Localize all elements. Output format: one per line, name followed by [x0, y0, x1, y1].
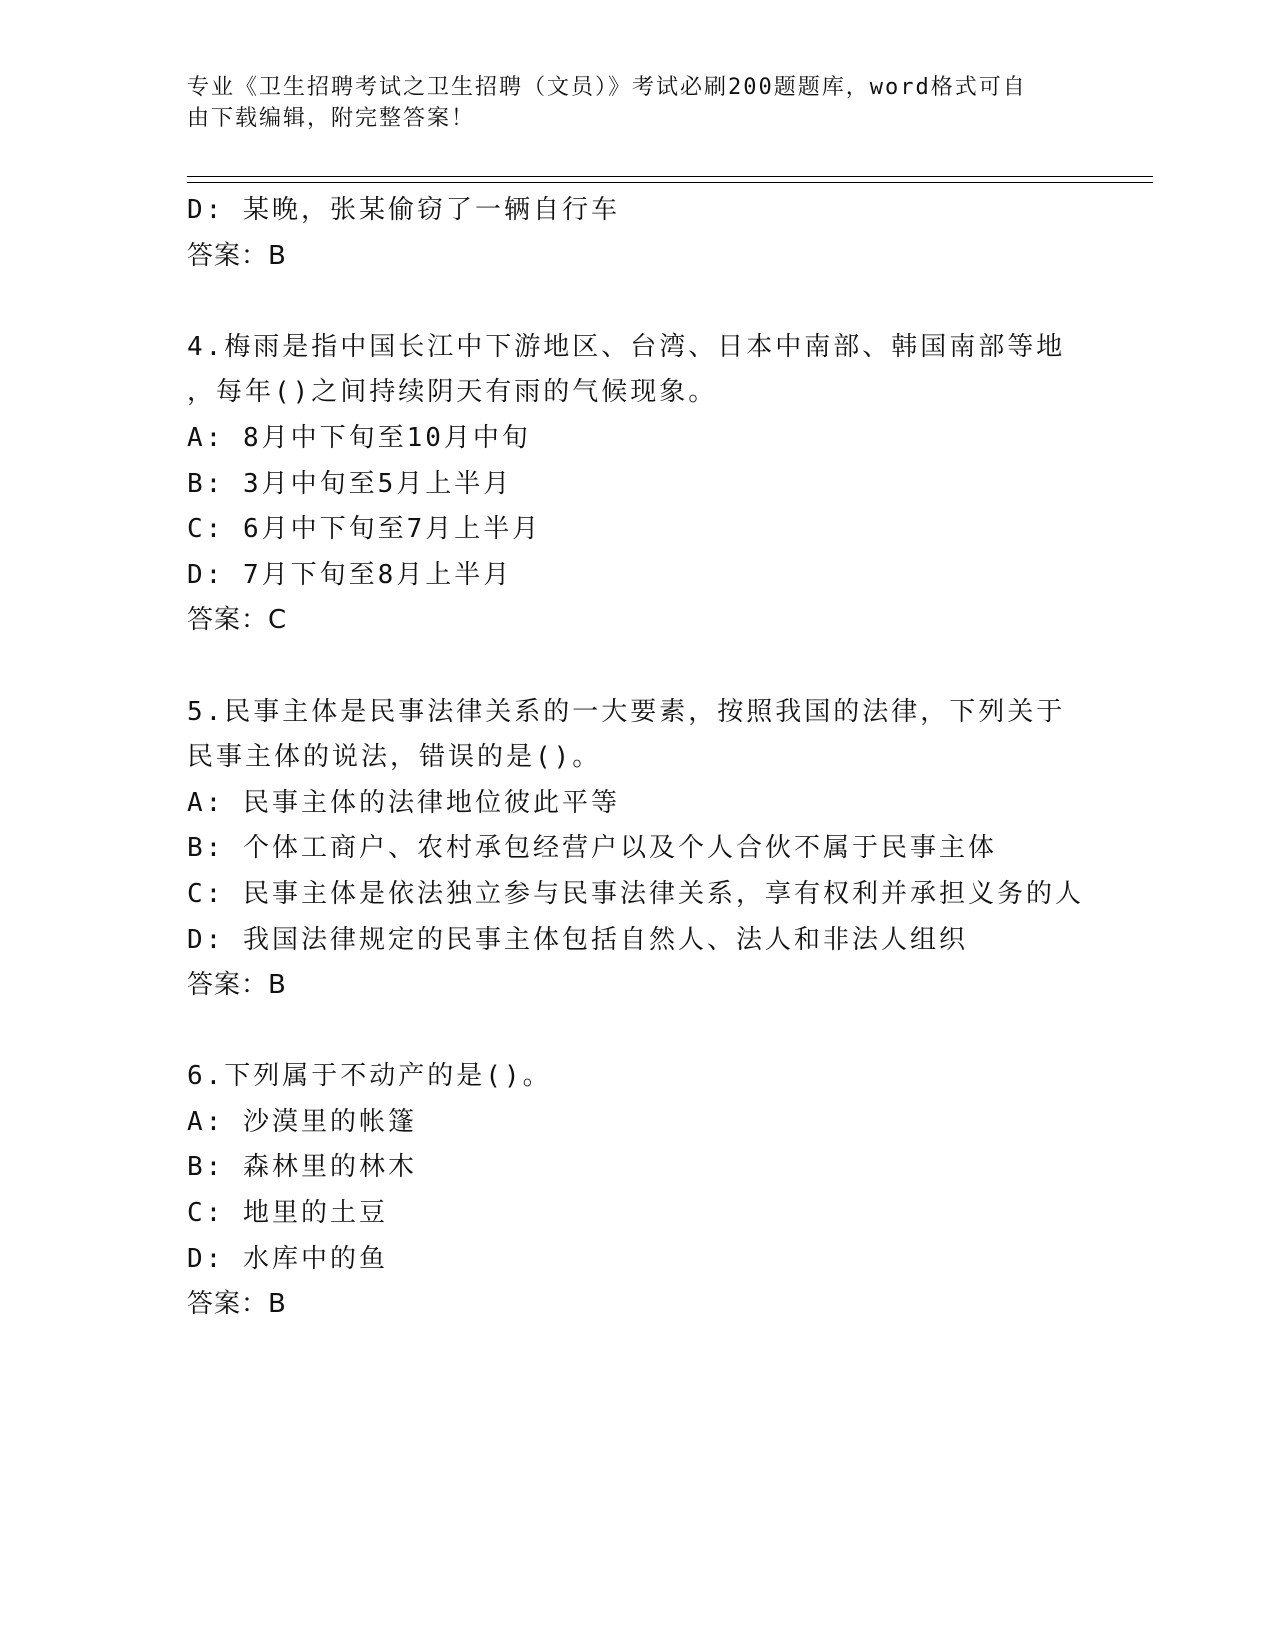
- option-b: B: 3月中旬至5月上半月: [187, 468, 513, 499]
- header-divider: [187, 176, 1153, 183]
- page-header: [187, 72, 1067, 134]
- option-b: B: 森林里的林木: [187, 1152, 417, 1183]
- header-line-2: 由下载编辑，附完整答案！: [187, 106, 476, 131]
- header-line-1: 专业《卫生招聘考试之卫生招聘（文员）》考试必刷200题题库，word格式可自: [187, 75, 1027, 100]
- option-d: D: 7月下旬至8月上半月: [187, 559, 513, 590]
- question-list: [187, 188, 1107, 1328]
- spacer: [187, 644, 1107, 690]
- question-stem-cont: ，每年()之间持续阴天有雨的气候现象。: [187, 377, 718, 408]
- option-a: A: 8月中下旬至10月中旬: [187, 422, 531, 453]
- question-stem: 5.民事主体是民事法律关系的一大要素，按照我国的法律，下列关于: [187, 696, 1066, 727]
- answer-line: 答案：B: [187, 970, 287, 1001]
- option-c: C: 地里的土豆: [187, 1198, 388, 1229]
- question-stem: 6.下列属于不动产的是()。: [187, 1061, 552, 1092]
- spacer: [187, 279, 1107, 325]
- option-a: A: 民事主体的法律地位彼此平等: [187, 787, 620, 818]
- question-block-5: [187, 690, 1107, 1009]
- answer-line: 答案：B: [187, 1289, 287, 1320]
- option-c: C: 6月中下旬至7月上半月: [187, 514, 542, 545]
- option-d: D: 水库中的鱼: [187, 1243, 388, 1274]
- spacer: [187, 1009, 1107, 1055]
- question-block-6: [187, 1054, 1107, 1328]
- option-c: C: 民事主体是依法独立参与民事法律关系，享有权利并承担义务的人: [187, 878, 1084, 909]
- option-d: D: 我国法律规定的民事主体包括自然人、法人和非法人组织: [187, 924, 968, 955]
- question-stem-cont: 民事主体的说法，错误的是()。: [187, 742, 602, 773]
- option-a: A: 沙漠里的帐篷: [187, 1106, 417, 1137]
- option-d: D: 某晚，张某偷窃了一辆自行车: [187, 195, 620, 225]
- answer-line: 答案：C: [187, 605, 288, 636]
- question-block-3: [187, 188, 1107, 279]
- answer-line: 答案：B: [187, 240, 287, 271]
- option-b: B: 个体工商户、农村承包经营户以及个人合伙不属于民事主体: [187, 833, 997, 864]
- question-stem: 4.梅雨是指中国长江中下游地区、台湾、日本中南部、韩国南部等地: [187, 331, 1066, 362]
- question-block-4: [187, 325, 1107, 644]
